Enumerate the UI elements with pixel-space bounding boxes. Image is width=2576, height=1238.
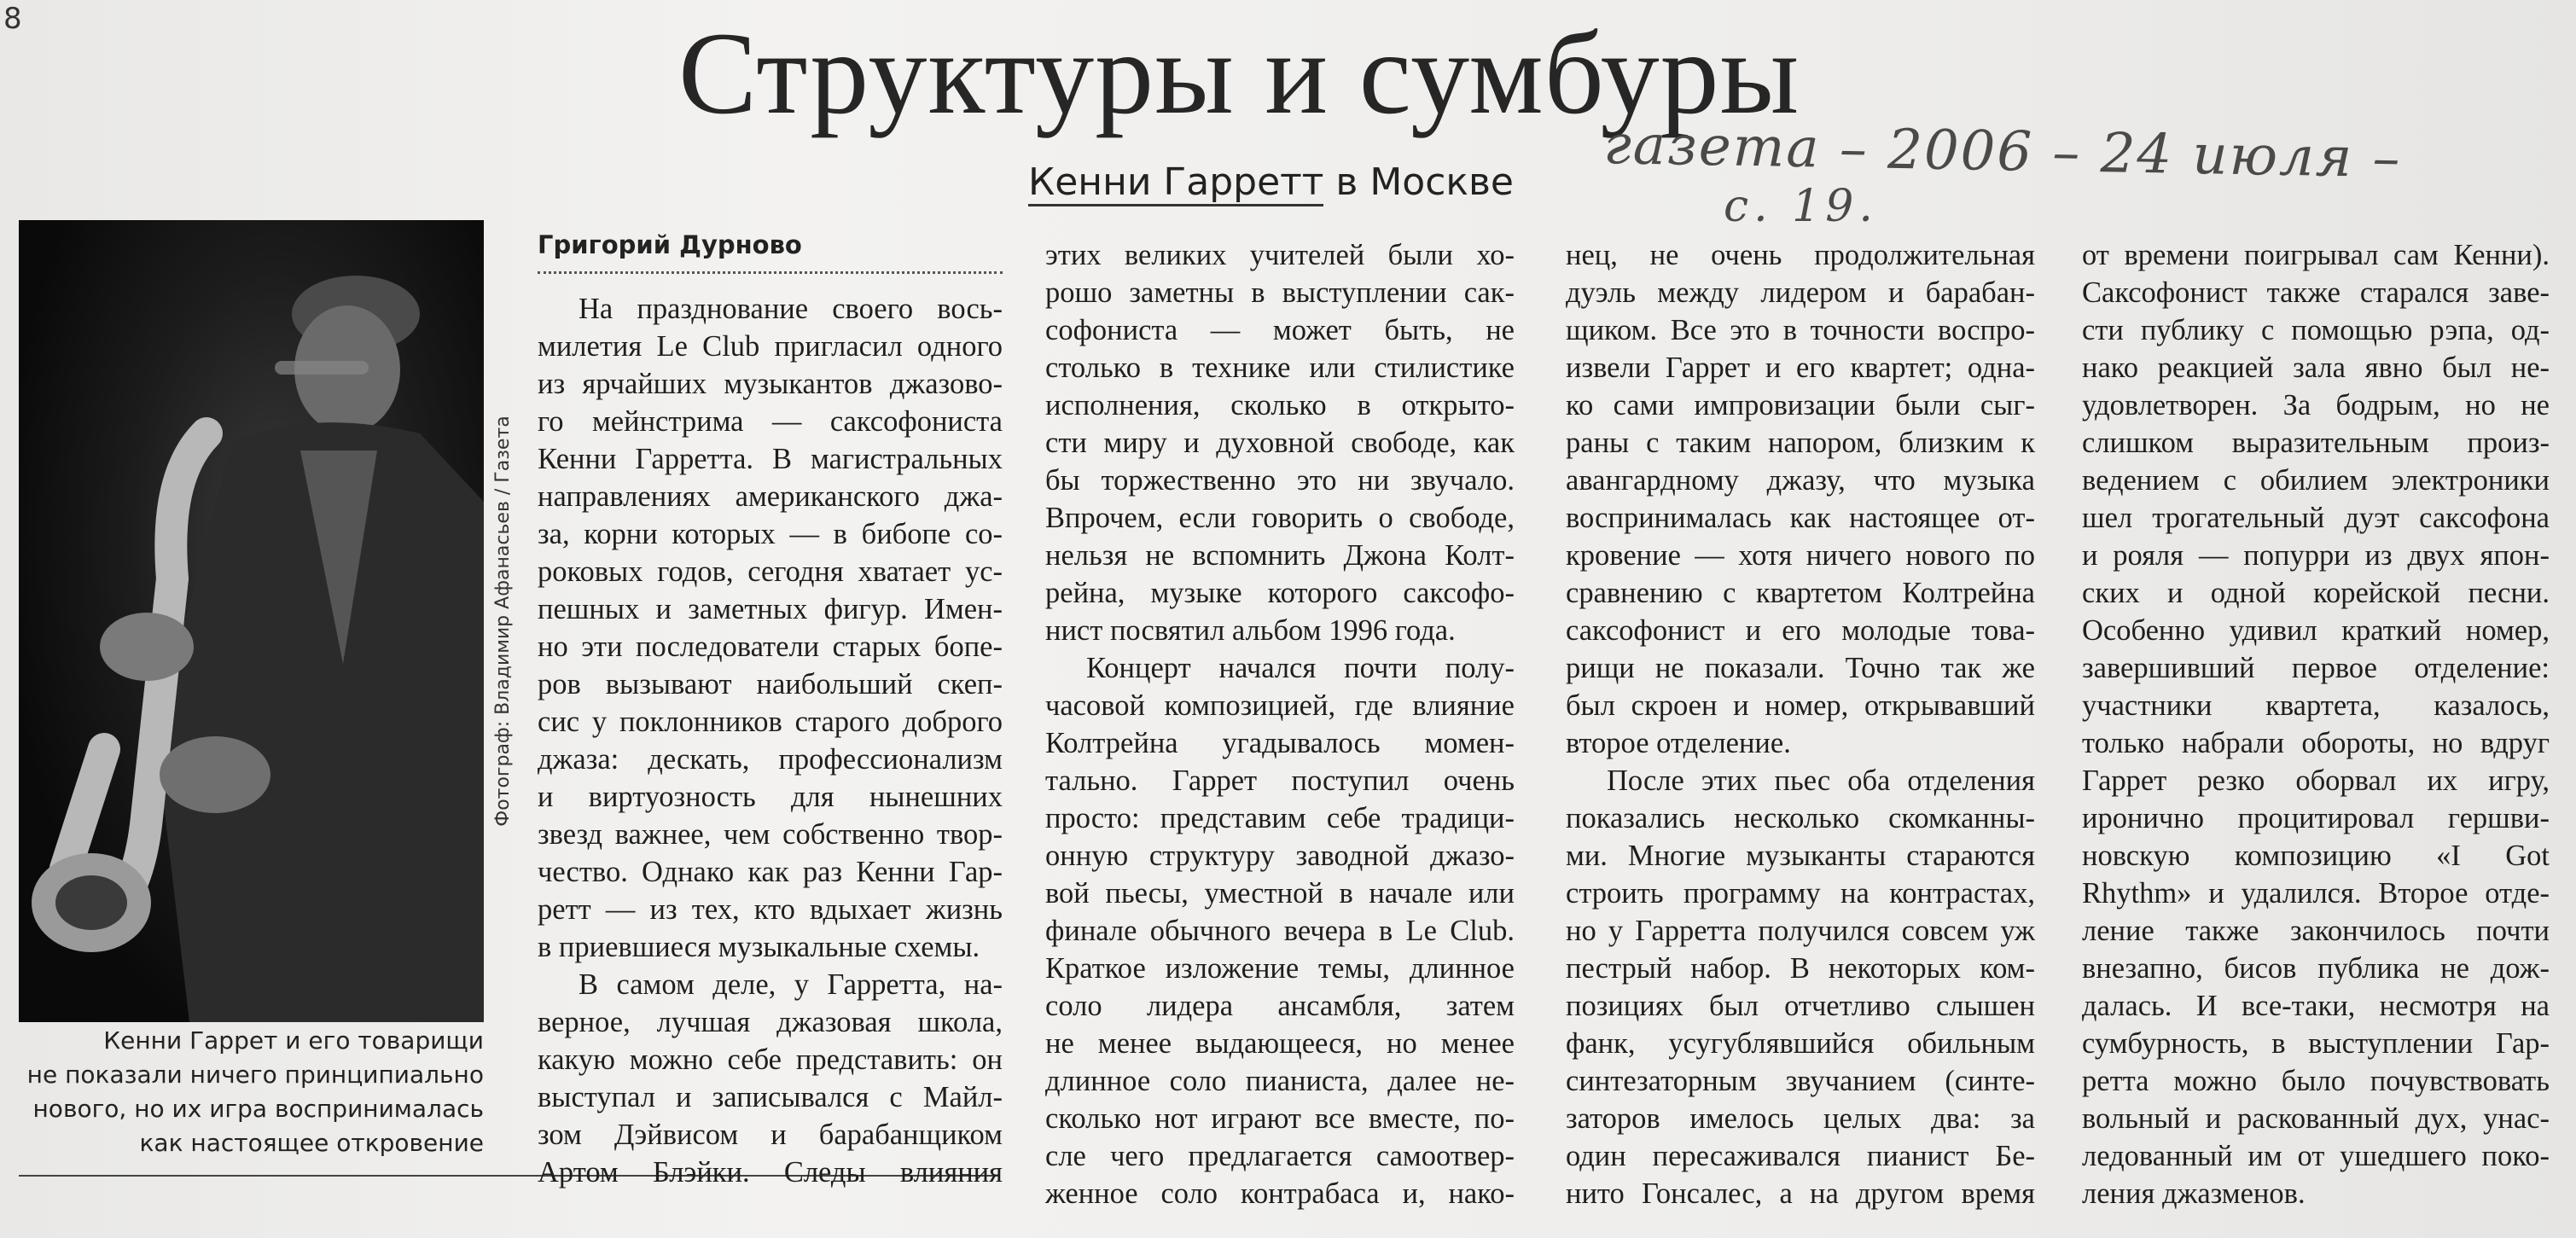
article-text-line: Особенно удивил краткий номер, <box>2082 614 2550 647</box>
photo-caption <box>19 1024 484 1160</box>
article-text-line: от времени поигрывал сам Кенни). <box>2082 239 2550 271</box>
article-text-line: внезапно, бисов публика не дож- <box>2082 952 2550 985</box>
article-text-line: ров вызывают наибольший скеп- <box>538 668 1003 700</box>
article-text-line: Гаррет резко оборвал их игру, <box>2082 764 2550 797</box>
article-text-line: В самом деле, у Гарретта, на- <box>579 968 1003 1001</box>
byline-divider <box>538 271 1003 274</box>
article-column-2 <box>1045 236 1515 1212</box>
article-text-line: го мейнстрима — саксофониста <box>538 405 1003 438</box>
article-column-1 <box>538 290 1003 1191</box>
article-text-line: иронично процитировал гершви- <box>2082 802 2550 834</box>
article-text-line: извели Гаррет и его квартет; одна- <box>1566 352 2035 384</box>
article-text-line: сис у поклонников старого доброго <box>538 706 1003 738</box>
article-text-line: роковых годов, сегодня хватает ус- <box>538 555 1003 588</box>
article-text-line: был скроен и номер, открывавший <box>1566 689 2035 722</box>
article-text-line: Впрочем, если говорить о свободе, <box>1045 502 1515 534</box>
article-text-line: сколько нот играют все вместе, по- <box>1045 1102 1515 1135</box>
article-text-line: сумбурность, в выступлении Гар- <box>2082 1027 2550 1060</box>
article-text-line: финале обычного вечера в Le Club. <box>1045 915 1515 947</box>
article-text-line: авангардному джазу, что музыка <box>1566 464 2035 497</box>
article-text-line: кровение — хотя ничего нового по <box>1566 539 2035 572</box>
article-text-line: нец, не очень продолжительная <box>1566 239 2035 271</box>
article-text-line: часовой композицией, где влияние <box>1045 689 1515 722</box>
article-text-line: из ярчайших музыкантов джазово- <box>538 368 1003 400</box>
article-text-line: ледованный им от ушедшего поко- <box>2082 1140 2550 1172</box>
article-text-line: софониста — может быть, не <box>1045 314 1515 346</box>
article-text-line: Концерт начался почти полу- <box>1086 652 1515 684</box>
article-text-line: бы торжественно это ни звучало. <box>1045 464 1515 497</box>
article-text-line: просто: представим себе традици- <box>1045 802 1515 834</box>
article-text-line: длинное соло пианиста, далее не- <box>1045 1065 1515 1097</box>
article-text-line: нито Гонсалес, а на другом время <box>1566 1177 2035 1210</box>
article-text-line: исполнения, сколько в открыто- <box>1045 389 1515 421</box>
article-text-line: участники квартета, казалось, <box>2082 689 2550 722</box>
article-text-line: пешных и заметных фигур. Имен- <box>538 593 1003 625</box>
article-text-line: фанк, усугублявшийся обильным <box>1566 1027 2035 1060</box>
article-text-line: направлениях американского джа- <box>538 480 1003 513</box>
subhead-name: Кенни Гарретт <box>1028 160 1323 206</box>
article-text-line: джаза: дескать, профессионализм <box>538 743 1003 776</box>
article-text-line: но у Гарретта получился совсем уж <box>1566 915 2035 947</box>
article-text-line: нако реакцией зала явно был не- <box>2082 352 2550 384</box>
article-text-line: но эти последователи старых бопе- <box>538 631 1003 663</box>
article-text-line: сравнению с квартетом Колтрейна <box>1566 577 2035 609</box>
article-text-line: тально. Гаррет поступил очень <box>1045 764 1515 797</box>
handwritten-source-note: газета – 2006 – 24 июля – <box>1602 113 2403 191</box>
article-text-line: рошо заметны в выступлении сак- <box>1045 276 1515 309</box>
article-text-line: удовлетворен. За бодрым, но не <box>2082 389 2550 421</box>
article-text-line: шел трогательный дуэт саксофона <box>2082 502 2550 534</box>
article-text-line: милетия Le Club пригласил одного <box>538 330 1003 363</box>
article-text-line: Кенни Гарретта. В магистральных <box>538 443 1003 475</box>
article-text-line: синтезаторным звучанием (синте- <box>1566 1065 2035 1097</box>
saxophonist-photo-image <box>19 220 484 1022</box>
article-text-line: рищи не показали. Точно так же <box>1566 652 2035 684</box>
article-text-line: завершивший первое отделение: <box>2082 652 2550 684</box>
article-text-line: и рояля — попурри из двух япон- <box>2082 539 2550 572</box>
caption-line: не показали ничего принципиально <box>26 1061 484 1089</box>
article-text-line: второе отделение. <box>1566 727 1791 759</box>
article-text-line: пестрый набор. В некоторых ком- <box>1566 952 2035 985</box>
article-text-line: После этих пьес оба отделения <box>1607 764 2035 797</box>
article-text-line: только набрали обороты, но вдруг <box>2082 727 2550 759</box>
article-text-line: звезд важнее, чем собственно твор- <box>538 818 1003 851</box>
article-text-line: сти публику с помощью рэпа, од- <box>2082 314 2550 346</box>
article-column-4 <box>2082 236 2550 1212</box>
article-text-line: ских и одной корейской песни. <box>2082 577 2550 609</box>
article-text-line: верное, лучшая джазовая школа, <box>538 1006 1003 1038</box>
article-subheadline <box>1028 159 1514 206</box>
corner-page-mark: 8 <box>3 2 22 36</box>
article-text-line: один пересаживался пианист Бе- <box>1566 1140 2035 1172</box>
article-text-line: какую можно себе представить: он <box>538 1043 1003 1076</box>
article-text-line: сле чего предлагается самоотвер- <box>1045 1140 1515 1172</box>
article-text-line: слишком выразительным произ- <box>2082 427 2550 459</box>
article-text-line: сти миру и духовной свободе, как <box>1045 427 1515 459</box>
article-text-line: ление также закончилось почти <box>2082 915 2550 947</box>
article-text-line: выступал и записывался с Майл- <box>538 1081 1003 1113</box>
article-text-line: раны с таким напором, близким к <box>1566 427 2035 459</box>
article-text-line: показались несколько скомканны- <box>1566 802 2035 834</box>
author-byline: Григорий Дурново <box>538 230 802 259</box>
article-text-line: далась. И все-таки, несмотря на <box>2082 990 2550 1022</box>
article-text-line: женное соло контрабаса и, нако- <box>1045 1177 1515 1210</box>
article-text-line: рейна, музыке которого саксофо- <box>1045 577 1515 609</box>
article-text-line: воспринималась как настоящее от- <box>1566 502 2035 534</box>
article-text-line: зом Дэйвисом и барабанщиком <box>538 1119 1003 1151</box>
article-text-line: ко сами импровизации были сыг- <box>1566 389 2035 421</box>
article-text-line: заторов имелось целых два: за <box>1566 1102 2035 1135</box>
article-text-line: вольный и раскованный дух, унас- <box>2082 1102 2550 1135</box>
article-headline: Структуры и сумбуры <box>678 8 1800 138</box>
article-column-3 <box>1566 236 2035 1212</box>
article-text-line: ми. Многие музыканты стараются <box>1566 840 2035 872</box>
article-text-line: чество. Однако как раз Кенни Гар- <box>538 856 1003 888</box>
article-text-line: ретт — из тех, кто вдыхает жизнь <box>538 893 1003 926</box>
caption-line: как настоящее откровение <box>139 1129 484 1157</box>
article-text-line: Краткое изложение темы, длинное <box>1045 952 1515 985</box>
article-text-line: Артом Блэйки. Следы влияния <box>538 1156 1003 1189</box>
article-text-line: дуэль между лидером и барабан- <box>1566 276 2035 309</box>
caption-line: нового, но их игра воспринималась <box>32 1095 484 1123</box>
article-text-line: щиком. Все это в точности воспро- <box>1566 314 2035 346</box>
article-photo <box>19 220 484 1022</box>
caption-line: Кенни Гаррет и его товарищи <box>103 1026 484 1055</box>
article-text-line: ведением с обилием электроники <box>2082 464 2550 497</box>
photo-credit: Фотограф: Владимир Афанасьев / Газета <box>492 416 514 827</box>
article-text-line: столько в технике или стилистике <box>1045 352 1515 384</box>
subhead-rest: в Москве <box>1323 160 1514 204</box>
article-text-line: ления джазменов. <box>2082 1177 2306 1210</box>
article-text-line: соло лидера ансамбля, затем <box>1045 990 1515 1022</box>
article-text-line: и виртуозность для нынешних <box>538 781 1003 813</box>
article-text-line: онную структуру заводной джазо- <box>1045 840 1515 872</box>
article-text-line: вой пьесы, уместной в начале или <box>1045 877 1515 910</box>
article-text-line: нист посвятил альбом 1996 года. <box>1045 614 1456 647</box>
article-text-line: Rhythm» и удалился. Второе отде- <box>2082 877 2550 910</box>
article-text-line: Колтрейна угадывалось момен- <box>1045 727 1515 759</box>
article-text-line: не менее выдающееся, но менее <box>1045 1027 1515 1060</box>
article-text-line: нельзя не вспомнить Джона Колт- <box>1045 539 1515 572</box>
article-text-line: строить программу на контрастах, <box>1566 877 2035 910</box>
article-text-line: этих великих учителей были хо- <box>1045 239 1515 271</box>
article-text-line: саксофонист и его молодые това- <box>1566 614 2035 647</box>
article-text-line: новскую композицию «I Got <box>2082 840 2550 872</box>
article-text-line: позициях был отчетливо слышен <box>1566 990 2035 1022</box>
article-text-line: за, корни которых — в бибопе со- <box>538 518 1003 550</box>
article-text-line: На празднование своего вось- <box>579 293 1003 325</box>
article-text-line: в приевшиеся музыкальные схемы. <box>538 931 980 963</box>
handwritten-page-note: с. 19. <box>1724 181 1878 232</box>
article-text-line: ретта можно было почувствовать <box>2082 1065 2550 1097</box>
article-text-line: Саксофонист также старался заве- <box>2082 276 2550 309</box>
